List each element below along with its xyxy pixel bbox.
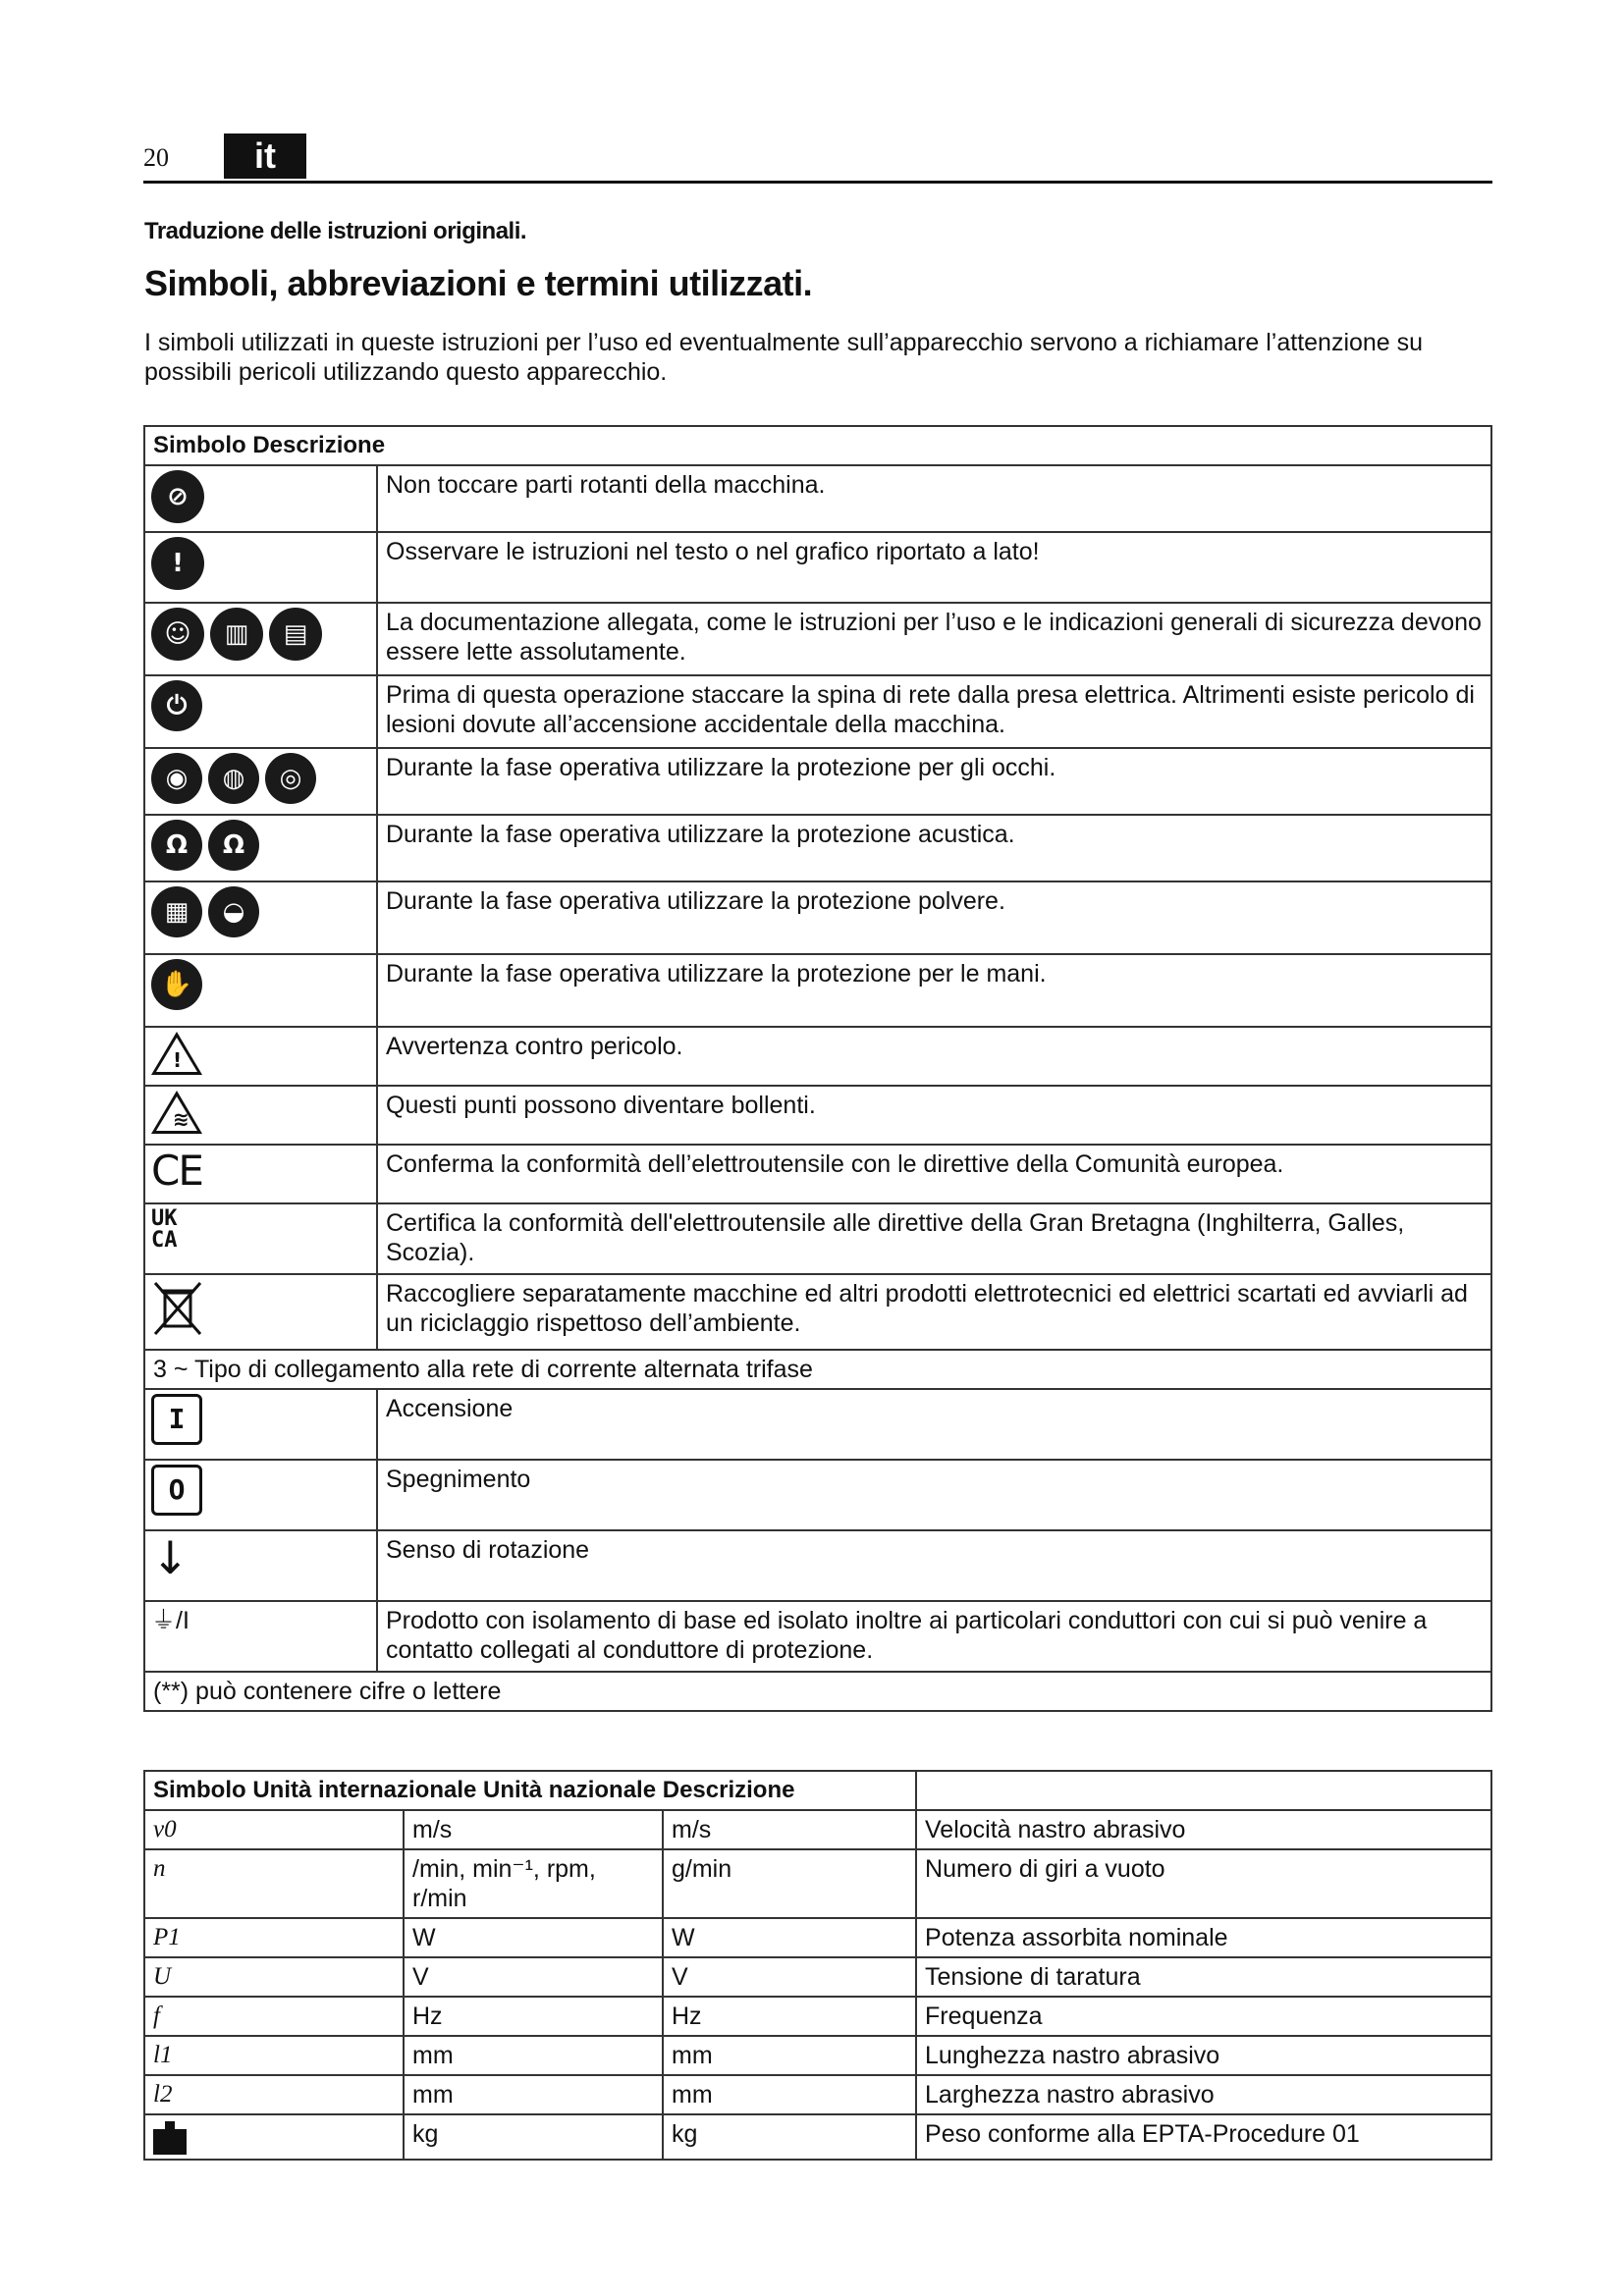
symbol-description: Osservare le istruzioni nel testo o nel grafico riportato a lato! — [377, 532, 1491, 603]
unit-symbol: f — [144, 1997, 404, 2036]
face-shield-icon: ◍ — [208, 753, 259, 804]
unit-symbol: P1 — [144, 1918, 404, 1957]
table-row — [144, 1601, 1491, 1672]
symbol-description: Certifica la conformità dell'elettroutensile alle direttive della Gran Bretagna (Inghilterra, Galles, Scozia). — [377, 1203, 1491, 1274]
weight-icon — [153, 2129, 187, 2155]
table-row — [144, 748, 1491, 815]
symbol-description: Durante la fase operativa utilizzare la protezione per gli occhi. — [377, 748, 1491, 815]
table-row — [144, 881, 1491, 954]
table-row — [144, 532, 1491, 603]
table-row: P1 W W Potenza assorbita nominale — [144, 1918, 1491, 1957]
table-row — [144, 1389, 1491, 1460]
symbol-description: Accensione — [377, 1389, 1491, 1460]
symbol-description: Avvertenza contro pericolo. — [377, 1027, 1491, 1086]
table-row — [144, 1460, 1491, 1530]
read-manual-icon: ☺ — [151, 608, 204, 661]
goggles-icon: ◉ — [151, 753, 202, 804]
respirator-icon: ◒ — [208, 886, 259, 937]
table-row — [144, 1027, 1491, 1086]
warning-triangle-icon: ! — [151, 1032, 202, 1075]
units-table — [143, 1770, 1492, 2161]
symbols-table — [143, 425, 1492, 1712]
unit-symbol: l1 — [144, 2036, 404, 2075]
footnote-row: (**) può contenere cifre o lettere — [144, 1672, 1491, 1711]
symbol-description: Durante la fase operativa utilizzare la protezione polvere. — [377, 881, 1491, 954]
symbol-description: Non toccare parti rotanti della macchina. — [377, 465, 1491, 532]
page-header — [143, 133, 1492, 184]
ce-mark-icon: CE — [151, 1147, 202, 1195]
page-title: Simboli, abbreviazioni e termini utilizzati. — [144, 263, 813, 303]
safety-glasses-icon: ◎ — [265, 753, 316, 804]
symbols-table-header: Simbolo Descrizione — [144, 426, 1491, 465]
table-row: l1 mm mm Lunghezza nastro abrasivo — [144, 2036, 1491, 2075]
book-icon: ▥ — [210, 608, 263, 661]
rotation-arrow-icon: ↓ — [151, 1531, 189, 1584]
table-row — [144, 1274, 1491, 1350]
symbol-description: Questi punti possono diventare bollenti. — [377, 1086, 1491, 1145]
table-row — [144, 815, 1491, 881]
crossed-bin-icon — [151, 1316, 204, 1344]
symbol-description: Spegnimento — [377, 1460, 1491, 1530]
symbol-description: Raccogliere separatamente macchine ed altri prodotti elettrotecnici ed elettrici scartati ed avviarli ad un riciclaggio rispettoso dell’ambiente. — [377, 1274, 1491, 1350]
page-number: 20 — [143, 143, 169, 172]
no-touch-rotating-icon: ⊘ — [151, 470, 204, 523]
symbol-description: Prima di questa operazione staccare la spina di rete dalla presa elettrica. Altrimenti esiste pericolo di lesioni dovute all’accensione accidentale della macchina. — [377, 675, 1491, 748]
symbol-description: Durante la fase operativa utilizzare la protezione acustica. — [377, 815, 1491, 881]
document-subtitle: Traduzione delle istruzioni originali. — [144, 218, 527, 244]
unit-symbol: n — [144, 1849, 404, 1918]
symbol-description: Senso di rotazione — [377, 1530, 1491, 1601]
table-row: l2 mm mm Larghezza nastro abrasivo — [144, 2075, 1491, 2114]
units-table-header: Simbolo Unità internazionale Unità nazionale Descrizione — [144, 1771, 916, 1810]
table-row — [144, 954, 1491, 1027]
symbol-description: Prodotto con isolamento di base ed isolato inoltre ai particolari conduttori con cui si può venire a contatto collegati al conduttore di protezione. — [377, 1601, 1491, 1672]
table-row — [144, 1530, 1491, 1601]
table-row: U V V Tensione di taratura — [144, 1957, 1491, 1997]
intro-paragraph: I simboli utilizzati in queste istruzioni per l’uso ed eventualmente sull’apparecchio servono a richiamare l’attenzione su possibili pericoli utilizzando questo apparecchio. — [144, 329, 1424, 386]
unit-symbol: U — [144, 1957, 404, 1997]
table-row — [144, 1145, 1491, 1203]
hot-surface-icon: ≋ — [151, 1091, 202, 1134]
switch-on-icon: I — [151, 1394, 202, 1445]
table-row — [144, 675, 1491, 748]
unplug-icon: ⏻ — [151, 680, 202, 731]
switch-off-icon: O — [151, 1465, 202, 1516]
table-row — [144, 603, 1491, 675]
ukca-mark-icon: UK CA — [151, 1206, 178, 1253]
manual-info-icon: ▤ — [269, 608, 322, 661]
table-row — [144, 1086, 1491, 1145]
ear-protection-icon: Ω — [208, 820, 259, 871]
table-row: v0 m/s m/s Velocità nastro abrasivo — [144, 1810, 1491, 1849]
symbol-description: La documentazione allegata, come le istruzioni per l’uso e le indicazioni generali di sicurezza devono essere lette assolutamente. — [377, 603, 1491, 675]
exclamation-icon: ! — [151, 537, 204, 590]
three-phase-row: 3 ~ Tipo di collegamento alla rete di corrente alternata trifase — [144, 1350, 1491, 1389]
gloves-icon: ✋ — [151, 959, 202, 1010]
table-row — [144, 1203, 1491, 1274]
symbol-description: Durante la fase operativa utilizzare la protezione per le mani. — [377, 954, 1491, 1027]
table-row: f Hz Hz Frequenza — [144, 1997, 1491, 2036]
unit-symbol: l2 — [144, 2075, 404, 2114]
table-row: n /min, min⁻¹, rpm, r/min g/min Numero di giri a vuoto — [144, 1849, 1491, 1918]
table-row: kg kg Peso conforme alla EPTA-Procedure 01 — [144, 2114, 1491, 2160]
ear-muffs-icon: Ω — [151, 820, 202, 871]
unit-symbol: v0 — [144, 1810, 404, 1849]
earth-isolation-icon: ⏚/I — [151, 1607, 189, 1634]
table-row — [144, 465, 1491, 532]
symbol-description: Conferma la conformità dell’elettroutensile con le direttive della Comunità europea. — [377, 1145, 1491, 1203]
language-badge: it — [224, 133, 306, 179]
dust-mask-icon: ▦ — [151, 886, 202, 937]
